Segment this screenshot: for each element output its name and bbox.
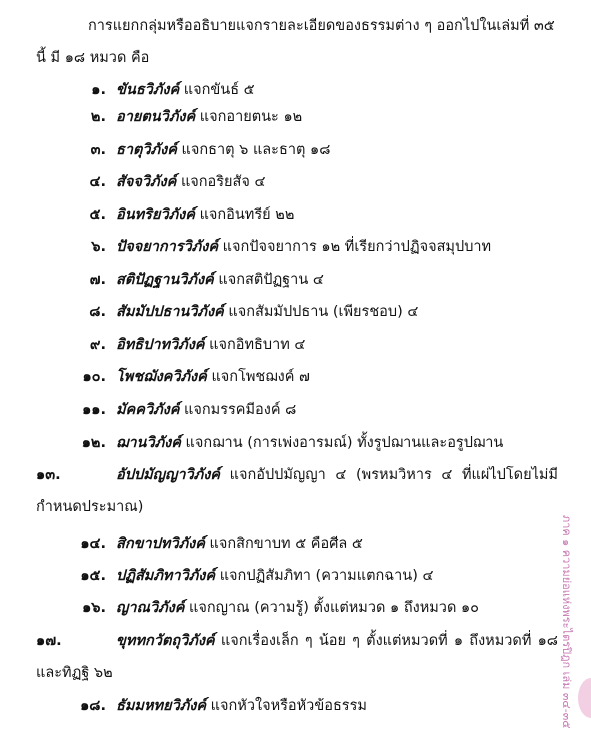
list-item-18 (36, 690, 558, 722)
item-name: ขันธวิภังค์ (116, 82, 180, 98)
item-number: ๑๔. (80, 536, 106, 552)
item-number: ๗. (89, 272, 106, 288)
item-desc: แจกธาตุ ๖ และธาตุ ๑๘ (181, 142, 331, 158)
item-number: ๑. (91, 82, 106, 98)
list-item-2 (36, 101, 558, 133)
item-number: ๒. (90, 109, 106, 125)
intro-line-2: นี้ มี ๑๘ หมวด คือ (36, 50, 150, 66)
item-number: ๔. (89, 174, 106, 190)
side-caption: ภาค ๑ ความย่อแห่งพระไตรปิฎก เล่ม ๓๔-๓๕ (560, 515, 573, 729)
item-name: อัปปมัญญาวิภังค์ (116, 467, 221, 483)
item-name: สิกขาปทวิภังค์ (116, 536, 205, 552)
item-name: อินทริยวิภังค์ (116, 207, 195, 223)
item-desc: แจกมรรคมีองค์ ๘ (184, 402, 297, 418)
list-item-4 (36, 166, 558, 198)
list-item-13 (36, 459, 558, 523)
item-desc: แจกโพชฌงค์ ๗ (211, 369, 310, 385)
intro-paragraph (36, 10, 558, 74)
list-item-5 (36, 199, 558, 231)
item-desc: แจกอัปปมัญญา ๔ (พรหมวิหาร ๔ ที่แผ่ไปโดยไม่มีกำหนดประมาณ) (36, 467, 558, 515)
item-number: ๑๗. (36, 633, 62, 649)
item-number: ๑๓. (36, 467, 61, 483)
item-desc: แจกหัวใจหรือหัวข้อธรรม (210, 698, 367, 714)
item-name: สัมมัปปธานวิภังค์ (116, 304, 224, 320)
item-number: ๑๖. (82, 600, 106, 616)
list-item-6 (36, 231, 558, 263)
item-number: ๑๕. (80, 568, 106, 584)
item-name: ธัมมหทยวิภังค์ (116, 698, 207, 714)
list-item-10 (36, 361, 558, 393)
item-desc: แจกอายตนะ ๑๒ (199, 109, 303, 125)
item-number: ๖. (91, 239, 106, 255)
list-item-7 (36, 264, 558, 296)
item-desc: แจกปัจจยาการ ๑๒ ที่เรียกว่าปฏิจจสมุปบาท (222, 239, 492, 255)
list-item-11 (36, 394, 558, 426)
item-name: อายตนวิภังค์ (116, 109, 196, 125)
list-item-16 (36, 592, 558, 624)
item-name: อิทธิปาทวิภังค์ (116, 337, 205, 353)
item-desc: แจกสติปัฏฐาน ๔ (218, 272, 324, 288)
item-desc: แจกเรื่องเล็ก ๆ น้อย ๆ ตั้งแต่หมวดที่ ๑ ถึงหมวดที่ ๑๘ และทิฏฐิ ๖๒ (36, 633, 558, 681)
list-item-12 (36, 427, 558, 459)
item-name: ญาณวิภังค์ (116, 600, 185, 616)
item-desc: แจกขันธ์ ๕ (183, 82, 255, 98)
list-item-15 (36, 560, 558, 592)
item-name: สัจจวิภังค์ (116, 174, 177, 190)
item-name: ฌานวิภังค์ (116, 435, 181, 451)
item-number: ๑๘. (80, 698, 106, 714)
item-name: มัคควิภังค์ (116, 402, 180, 418)
list-item-8 (36, 296, 558, 328)
item-name: ปฏิสัมภิทาวิภังค์ (116, 568, 216, 584)
item-desc: แจกอินทรีย์ ๒๒ (199, 207, 295, 223)
item-desc: แจกสัมมัปปธาน (เพียรชอบ) ๔ (228, 304, 419, 320)
item-number: ๑๑. (82, 402, 106, 418)
item-desc: แจกอริยสัจ ๔ (180, 174, 266, 190)
item-desc: แจกปฏิสัมภิทา (ความแตกฉาน) ๔ (219, 568, 434, 584)
item-desc: แจกสิกขาบท ๕ คือศีล ๕ (209, 536, 363, 552)
list-item-3 (36, 134, 558, 166)
item-name: ธาตุวิภังค์ (116, 142, 177, 158)
item-number: ๑๒. (81, 435, 106, 451)
item-name: สติปัฏฐานวิภังค์ (116, 272, 214, 288)
intro-line-1: การแยกกลุ่มหรืออธิบายแจกรายละเอียดของธรรมต่าง ๆ ออกไปในเล่มที่ ๓๕ (88, 18, 555, 34)
item-number: ๕. (89, 207, 106, 223)
item-number: ๙. (89, 337, 106, 353)
item-desc: แจกญาณ (ความรู้) ตั้งแต่หมวด ๑ ถึงหมวด ๑๐ (189, 600, 480, 616)
item-number: ๘. (89, 304, 106, 320)
item-name: ปัจจยาการวิภังค์ (116, 239, 219, 255)
list-item-17 (36, 625, 558, 689)
item-number: ๓. (90, 142, 106, 158)
list-item-9 (36, 329, 558, 361)
item-name: ขุททกวัตถุวิภังค์ (116, 633, 215, 649)
item-desc: แจกฌาน (การเพ่งอารมณ์) ทั้งรูปฌานและอรูปฌาน (185, 435, 504, 451)
list-item-14 (36, 528, 558, 560)
item-number: ๑๐. (82, 369, 106, 385)
item-desc: แจกอิทธิบาท ๔ (209, 337, 306, 353)
item-name: โพชฌังควิภังค์ (116, 369, 207, 385)
